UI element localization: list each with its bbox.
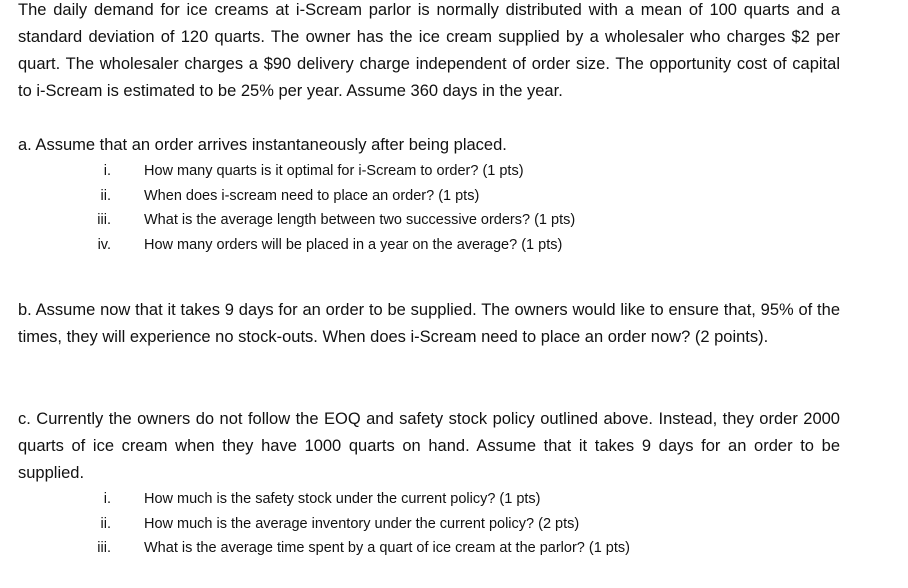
item-text: How much is the safety stock under the current policy? (1 pts) — [144, 491, 541, 507]
list-item — [18, 208, 840, 233]
item-number: i. — [103, 491, 111, 507]
part-c-list — [18, 487, 840, 561]
part-a-list — [18, 159, 840, 257]
part-c-section — [18, 406, 840, 561]
list-item — [18, 512, 840, 537]
list-item — [18, 233, 840, 258]
document-page — [18, 0, 840, 556]
item-text: How many orders will be placed in a year on the average? (1 pts) — [144, 236, 563, 253]
list-item — [18, 536, 840, 561]
list-item — [18, 159, 840, 184]
item-number: iii. — [97, 212, 111, 228]
item-text: What is the average length between two successive orders? (1 pts) — [144, 212, 576, 228]
item-number: i. — [103, 163, 111, 179]
list-item — [18, 184, 840, 209]
part-a-heading: a. Assume that an order arrives instantaneously after being placed. — [18, 136, 507, 154]
part-b-section — [18, 297, 840, 351]
item-number: ii. — [100, 515, 111, 532]
item-text: How many quarts is it optimal for i-Scream to order? (1 pts) — [144, 163, 524, 179]
item-text: When does i-scream need to place an order? (1 pts) — [144, 187, 480, 204]
part-b-paragraph: b. Assume now that it takes 9 days for an order to be supplied. The owners would like to ensure that, 95% of the times, they will experience no stock-outs. When does i-Scream need to place an order now? (2 points). — [18, 301, 840, 346]
item-number: iii. — [97, 540, 111, 556]
part-c-paragraph: c. Currently the owners do not follow the EOQ and safety stock policy outlined above. Instead, they order 2000 quarts of ice cream when they have 1000 quarts on hand. Assume that it takes 9 days for an order to be supplied. — [18, 410, 840, 482]
intro-paragraph: The daily demand for ice creams at i-Scream parlor is normally distributed with a mean of 100 quarts and a standard deviation of 120 quarts. The owner has the ice cream supplied by a wholesaler who charges $2 per quart. The wholesaler charges a $90 delivery charge independent of order size. The opportunity cost of capital to i-Scream is estimated to be 25% per year. Assume 360 days in the year. — [18, 1, 840, 100]
item-number: iv. — [97, 236, 111, 253]
list-item — [18, 487, 840, 512]
item-text: What is the average time spent by a quart of ice cream at the parlor? (1 pts) — [144, 540, 630, 556]
part-a-section — [18, 132, 840, 257]
item-text: How much is the average inventory under the current policy? (2 pts) — [144, 515, 580, 532]
item-number: ii. — [100, 187, 111, 204]
